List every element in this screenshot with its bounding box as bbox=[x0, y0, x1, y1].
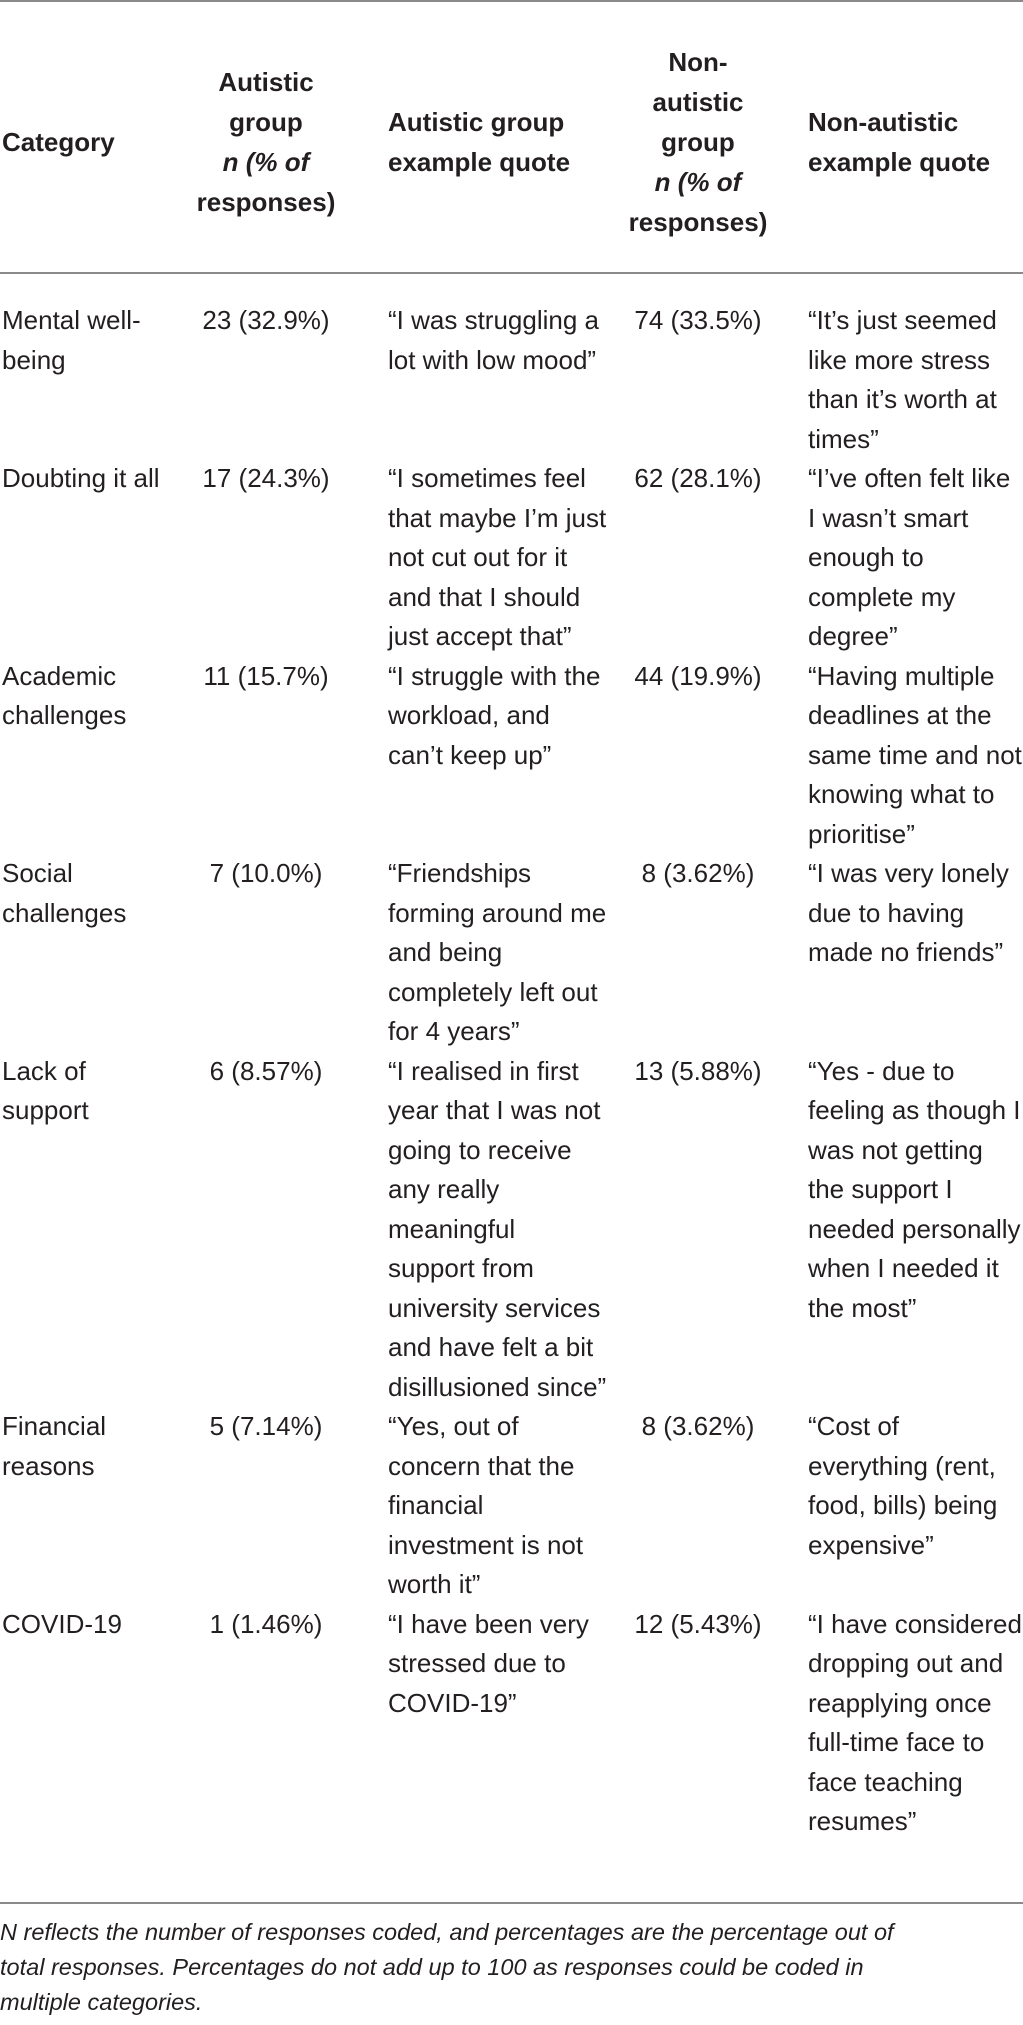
header-line: group bbox=[229, 107, 303, 137]
row-autistic-quote: “I sometimes feel that maybe I’m just not cut out for it and that I should just accept that” bbox=[388, 463, 607, 651]
row-category: Financial reasons bbox=[2, 1411, 107, 1481]
footnote-line: multiple categories. bbox=[0, 1989, 203, 2015]
row-nonautistic-quote: “It’s just seemed like more stress than it’s worth at times” bbox=[808, 305, 997, 454]
row-nonautistic-n: 13 (5.88%) bbox=[634, 1055, 762, 1086]
row-category: Academic challenges bbox=[2, 660, 127, 730]
header-nonautistic-quote bbox=[788, 1, 1023, 273]
row-nonautistic-quote: “Having multiple deadlines at the same time and not knowing what to prioritise” bbox=[808, 660, 1022, 849]
row-autistic-n: 5 (7.14%) bbox=[209, 1411, 323, 1441]
row-autistic-n: 7 (10.0%) bbox=[209, 858, 323, 888]
row-autistic-n: 17 (24.3%) bbox=[202, 463, 330, 493]
header-line: responses) bbox=[628, 207, 768, 237]
row-nonautistic-n: 74 (33.5%) bbox=[634, 305, 762, 335]
header-line: example quote bbox=[388, 147, 571, 177]
header-nonautistic-n bbox=[608, 1, 788, 273]
row-category: Mental well-being bbox=[2, 305, 141, 375]
header-line: group bbox=[661, 127, 735, 157]
row-autistic-quote: “Yes, out of concern that the financial investment is not worth it” bbox=[388, 1411, 584, 1599]
table-row bbox=[0, 854, 1023, 1052]
row-category: Lack of support bbox=[2, 1055, 89, 1125]
row-nonautistic-n: 8 (3.62%) bbox=[641, 1411, 755, 1441]
header-line: example quote bbox=[808, 147, 991, 177]
header-line: responses) bbox=[196, 187, 336, 217]
row-nonautistic-n: 62 (28.1%) bbox=[634, 463, 762, 493]
row-autistic-quote: “I realised in first year that I was not going to receive any really meaningful support from university services and have felt a bit disillusioned since” bbox=[388, 1055, 607, 1402]
header-line-n: n (% of bbox=[654, 167, 742, 197]
row-autistic-quote: “Friendships forming around me and being completely left out for 4 years” bbox=[388, 858, 607, 1046]
table-row bbox=[0, 657, 1023, 855]
footnote-line: N reflects the number of responses coded, and percentages are the percentage out of bbox=[0, 1919, 894, 1945]
row-nonautistic-quote: “I was very lonely due to having made no friends” bbox=[808, 858, 1009, 967]
row-autistic-n: 1 (1.46%) bbox=[209, 1608, 323, 1639]
header-line-n: n (% of bbox=[222, 147, 310, 177]
table-row bbox=[0, 1407, 1023, 1605]
header-line: Non-autistic bbox=[808, 107, 959, 137]
header-autistic-n bbox=[176, 1, 356, 273]
row-nonautistic-quote: “I’ve often felt like I wasn’t smart enough to complete my degree” bbox=[808, 463, 1011, 651]
row-nonautistic-quote: “Yes - due to feeling as though I was not getting the support I needed personally when I needed it the most” bbox=[808, 1055, 1021, 1323]
row-nonautistic-n: 44 (19.9%) bbox=[634, 660, 762, 691]
header-line: Non- bbox=[668, 47, 728, 77]
table-row bbox=[0, 459, 1023, 657]
header-row bbox=[0, 1, 1023, 273]
row-autistic-quote: “I struggle with the workload, and can’t keep up” bbox=[388, 660, 601, 770]
table-row bbox=[0, 1605, 1023, 1860]
header-category-line: Category bbox=[2, 127, 115, 157]
footnote-line: total responses. Percentages do not add up to 100 as responses could be coded in bbox=[0, 1954, 864, 1980]
row-category: COVID-19 bbox=[2, 1608, 122, 1639]
row-nonautistic-n: 12 (5.43%) bbox=[634, 1608, 762, 1639]
row-autistic-n: 11 (15.7%) bbox=[203, 660, 329, 691]
row-nonautistic-quote: “I have considered dropping out and reapplying once full-time face to face teaching resumes” bbox=[808, 1608, 1022, 1836]
header-line: autistic bbox=[652, 87, 744, 117]
header-autistic-quote bbox=[356, 1, 608, 273]
row-category: Social challenges bbox=[2, 858, 127, 928]
row-autistic-n: 23 (32.9%) bbox=[202, 305, 330, 335]
header-line: Autistic group bbox=[388, 107, 565, 137]
header-line: Autistic bbox=[218, 67, 314, 97]
table-footnote bbox=[0, 1902, 1023, 2020]
table-row bbox=[0, 1052, 1023, 1408]
table-row bbox=[0, 273, 1023, 459]
row-autistic-n: 6 (8.57%) bbox=[209, 1055, 323, 1086]
row-nonautistic-n: 8 (3.62%) bbox=[641, 858, 755, 888]
row-category: Doubting it all bbox=[2, 463, 160, 493]
row-autistic-quote: “I have been very stressed due to COVID-19” bbox=[388, 1608, 589, 1718]
row-nonautistic-quote: “Cost of everything (rent, food, bills) being expensive” bbox=[808, 1411, 998, 1560]
header-category bbox=[0, 1, 176, 273]
row-autistic-quote: “I was struggling a lot with low mood” bbox=[388, 305, 599, 375]
